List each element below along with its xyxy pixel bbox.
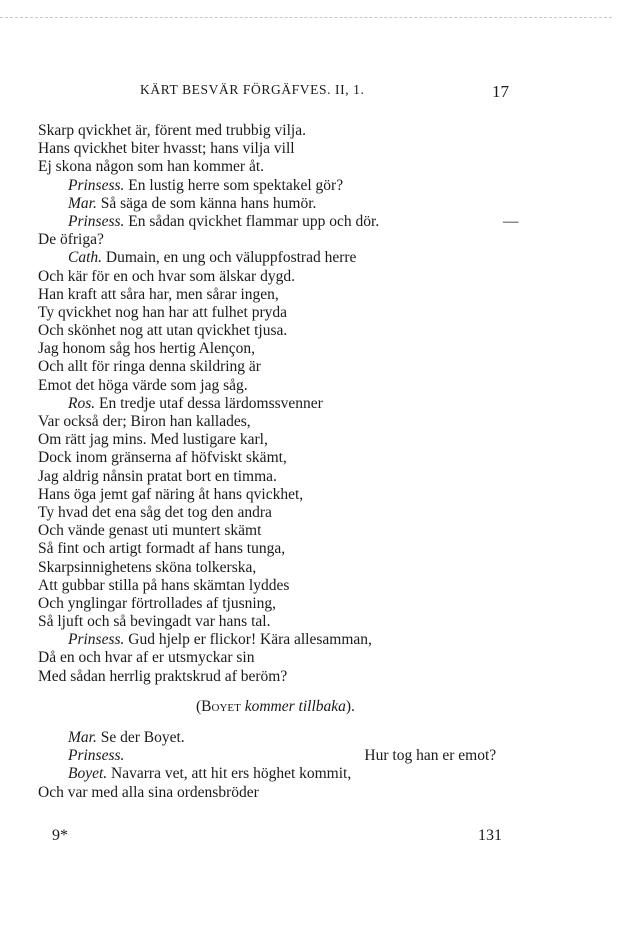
verse-line: Då en och hvar af er utsmyckar sin (38, 649, 255, 667)
em-dash: — (503, 212, 519, 230)
verse-line: Och var med alla sina ordensbröder (38, 783, 259, 801)
speech-text: En tredje utaf dessa lärdomssvenner (99, 394, 323, 412)
signature-mark: 9* (52, 827, 68, 844)
folio-number: 131 (478, 827, 502, 844)
speaker-name: Cath. (68, 249, 103, 267)
speaker-name: Prinsess. (68, 631, 125, 649)
speaker-name: Ros. (68, 394, 96, 412)
verse-line: Hans öga jemt gaf näring åt hans qvickhet, (38, 485, 304, 503)
verse-line: Ej skona någon som han kommer åt. (38, 158, 264, 176)
verse-line: Och allt för ringa denna skildring är (38, 358, 261, 376)
speech-line (38, 729, 598, 747)
verse-line: Ty qvickhet nog han har att fulhet pryda (38, 303, 287, 321)
stage-paren-open: ( (196, 697, 202, 715)
speaker-name: Mar. (68, 729, 97, 746)
speech-text: Dumain, en ung och väluppfostrad herre (105, 249, 357, 267)
verse-line: Att gubbar stilla på hans skämtan lyddes (38, 576, 290, 594)
verse-line: Jag aldrig nånsin pratat bort en timma. (38, 467, 277, 485)
verse-line: Emot det höga värde som jag såg. (38, 376, 248, 394)
speech-line (38, 177, 598, 195)
verse-line: Skarpsinnighetens sköna tolkerska, (38, 558, 257, 576)
speech-text: Hur tog han er emot? (364, 747, 497, 765)
speech-line (38, 765, 598, 783)
stage-paren-close: ). (345, 697, 355, 715)
verse-line: Han kraft att såra har, men sårar ingen, (38, 285, 279, 303)
verse-line: Skarp qvickhet är, förent med trubbig vilja. (38, 122, 306, 139)
page-header (0, 82, 624, 102)
verse-line: Var också der; Biron han kallades, (38, 413, 251, 430)
verse-line: Hans qvickhet biter hvasst; hans vilja vill (38, 140, 295, 158)
verse-line: Jag honom såg hos hertig Alençon, (38, 340, 255, 358)
page-footer (0, 827, 624, 847)
verse-line: De öfriga? (38, 231, 104, 249)
verse-line: Och ynglingar förtrollades af tjusning, (38, 594, 277, 612)
speech-text: Navarra vet, att hit ers höghet kommit, (111, 765, 352, 783)
speaker-name: Prinsess. (68, 212, 125, 230)
stage-direction (38, 698, 598, 716)
speech-line (38, 195, 598, 213)
verse-line: Ty hvad det ena såg det tog den andra (38, 503, 272, 521)
speech-text: Gud hjelp er flickor! Kära allesamman, (128, 631, 372, 649)
verse-line: Och kär för en och hvar som älskar dygd. (38, 267, 295, 285)
stage-action: kommer tillbaka (244, 697, 346, 715)
verse-line: Och vände genast uti muntert skämt (38, 522, 262, 540)
running-title: KÄRT BESVÄR FÖRGÄFVES. II, 1. (140, 82, 365, 97)
verse-line: Med sådan herrlig praktskrud af beröm? (38, 667, 288, 685)
speaker-name: Prinsess. (68, 747, 125, 765)
speaker-name: Boyet. (68, 765, 108, 783)
speaker-name: Mar. (68, 194, 97, 212)
speech-text: En sådan qvickhet flammar upp och dör. (128, 212, 380, 230)
speech-line (38, 747, 598, 765)
speech-line (38, 249, 598, 267)
verse-line: Så fint och artigt formadt af hans tunga, (38, 540, 286, 558)
page-number: 17 (492, 82, 509, 101)
speech-line (38, 631, 598, 649)
speech-line (38, 213, 598, 231)
speech-text: Se der Boyet. (100, 729, 185, 746)
verse-line: Så ljuft och så bevingadt var hans tal. (38, 613, 271, 631)
speech-text: En lustig herre som spektakel gör? (128, 176, 344, 194)
speaker-name: Prinsess. (68, 176, 125, 194)
scan-edge-line (0, 17, 612, 18)
speech-text: Så säga de som känna hans humör. (100, 194, 317, 212)
stage-character: Boyet (201, 697, 241, 715)
verse-line: Och skönhet nog att utan qvickhet tjusa. (38, 322, 288, 340)
play-text (38, 122, 598, 802)
verse-line: Om rätt jag mins. Med lustigare karl, (38, 431, 268, 449)
speech-line (38, 395, 598, 413)
verse-line: Dock inom gränserna af höfviskt skämt, (38, 449, 287, 467)
